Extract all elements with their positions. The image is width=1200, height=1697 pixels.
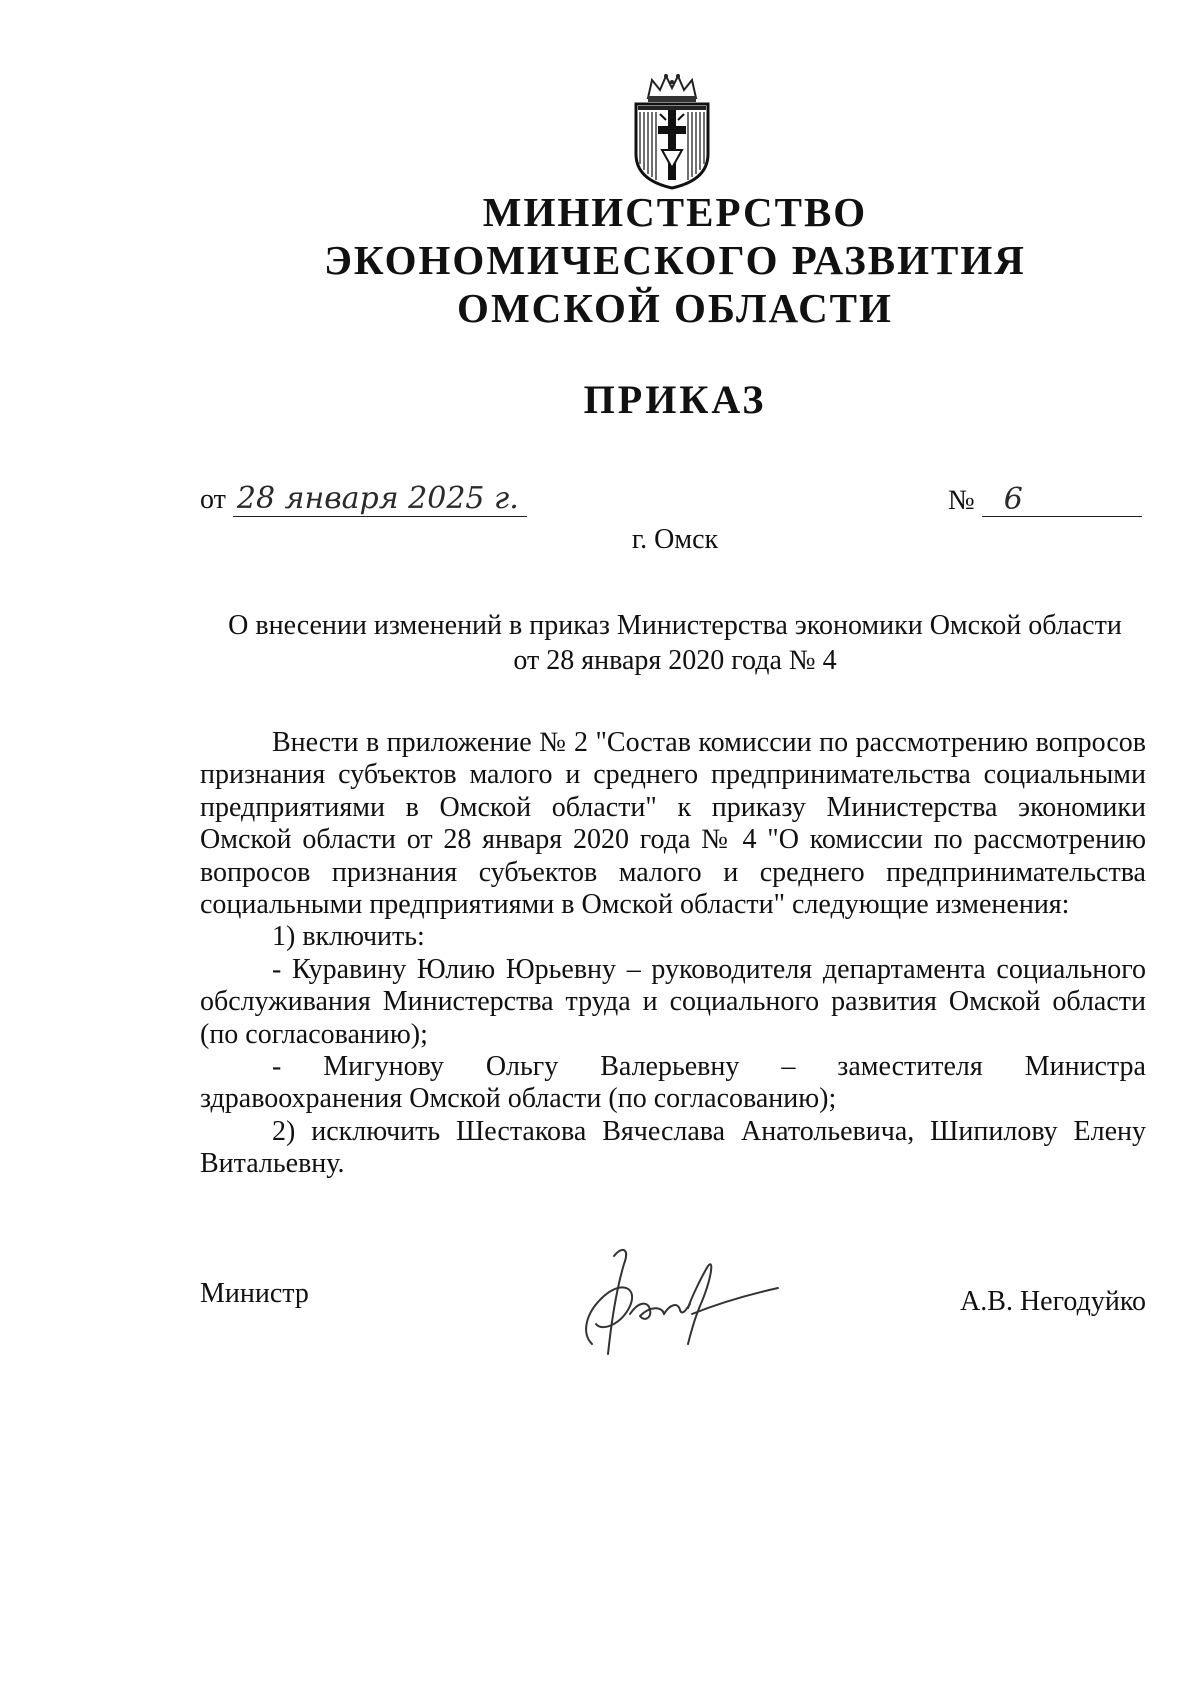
handwritten-date: 28 января 2025 г. [233, 482, 527, 517]
city-line: г. Омск [631, 524, 719, 555]
signature-icon [552, 1236, 782, 1360]
item-1-entry-b-line-2: здравоохранения Омской области (по согласованию); [200, 1083, 837, 1115]
order-body [200, 727, 1146, 1181]
item-2-entry: 2) исключить Шестакова Вячеслава Анатольевича, Шипилову Елену Витальевну. [200, 1115, 1146, 1180]
item-1-entry-a: - Куравину Юлию Юрьевну – руководителя департамента социального обслуживания Министерства труда и социального развития Омской области (по согласованию); [200, 953, 1146, 1050]
number-prefix: № [948, 485, 975, 516]
handwritten-number: 6 [982, 484, 1142, 517]
order-date [200, 482, 527, 517]
item-1-title: 1) включить: [272, 921, 425, 953]
document-type-heading: ПРИКАЗ [583, 377, 767, 422]
signatory-name: А.В. Негодуйко [960, 1286, 1146, 1317]
order-subject [200, 608, 1150, 678]
date-prefix: от [200, 484, 226, 515]
ministry-title-line-3: ОМСКОЙ ОБЛАСТИ [457, 285, 893, 331]
subject-line-1: О внесении изменений в приказ Министерства экономики Омской области [228, 610, 1122, 641]
order-number [948, 484, 1142, 517]
coat-of-arms-icon [630, 72, 714, 190]
item-1-entry-b-line-1: - Мигунову Ольгу Валерьевну – заместителя Министра [272, 1051, 1146, 1083]
body-intro-paragraph: Внести в приложение № 2 "Состав комиссии по рассмотрению вопросов признания субъектов малого и среднего предпринимательства социальными предприятиями в Омской области" к приказу Министерства экономики Омской области от 28 января 2020 года № 4 "О комиссии по рассмотрению вопросов признания субъектов малого и среднего предпринимательства социальными предприятиями в Омской области" следующие изменения: [200, 727, 1146, 921]
ministry-title-line-2: ЭКОНОМИЧЕСКОГО РАЗВИТИЯ [324, 237, 1026, 283]
ministry-title-line-1: МИНИСТЕРСТВО [482, 189, 868, 235]
subject-line-2: от 28 января 2020 года № 4 [513, 645, 837, 676]
signatory-position: Министр [200, 1278, 309, 1309]
